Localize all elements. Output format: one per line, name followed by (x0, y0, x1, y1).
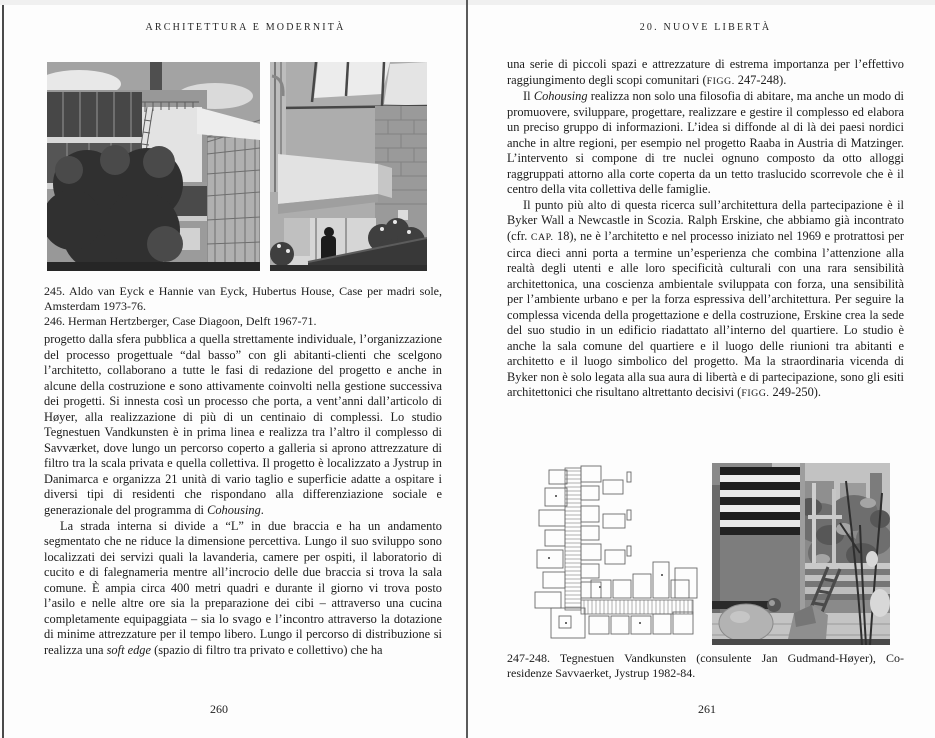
left-running-head: ARCHITETTURA E MODERNITÀ (145, 22, 346, 33)
right-page-number: 261 (698, 702, 716, 716)
right-paragraph-3: Il punto più alto di questa ricerca sull’architettura della partecipazione è il Byker Wall a Newcastle in Scozia. Ralph Erskine, che abbiamo già incontrato (cfr. CAP. 18), ne è l’architetto e nel processo iniziato nel 1969 e protrattosi per circa dieci anni porta a termine un’esperienza che combina l’attenzione alla realtà degli utenti e alle loro specificità culturali con una rara sensibilità architettonica, una coscienza ambientale sviluppata con forza, una sensibilità per l’ambiente urbano e per la forza espressiva dell’architettura. Per seguire la complessa vicenda della progettazione e della costruzione, Erskine crea la sede del suo studio in un edificio riadattato all’interno del quartiere. Lo studio è anche la sala comune del quartiere e il luogo delle riunioni tra abitanti e architetto e il luogo simbolico del progetto. Ma la straordinaria vicenda di Byker non è solo legata alla sua aura di libertà e di partecipazione, sono gli esiti architettonici che risultano altrettanto decisivi (FIGG. 249-250). (507, 197, 904, 400)
savvaerket-plan-graphic (515, 462, 700, 645)
hubertus-house-photo-graphic (47, 62, 260, 271)
right-paragraph-2: Il Cohousing realizza non solo una filosofia di abitare, ma anche un modo di promuovere, sviluppare, progettare, realizzare e gestire il complesso ed elabora un preciso gruppo di informazioni. L’idea si diffonde al di là dei paesi nordici anche in altre regioni, per esempio nel progetto Raaba in Austria di Matzinger. L’intervento si compone di tre nuclei ognuno composto da otto alloggi raggruppati attorno alla corte coperta da un tetto traslucido scorrevole che è il centro della vita collettiva delle famiglie. (507, 89, 904, 197)
left-body-text (44, 332, 442, 658)
caption-247-248 (507, 651, 904, 681)
right-body-text (507, 57, 904, 402)
left-paragraph-2: La strada interna si divide a “L” in due braccia e ha un andamento segmentato che ne riduce la dimensione percettiva. Lungo il suo sviluppo sono localizzati dei servizi quali la lavanderia, camere per ospiti, il laboratorio di cucito e di falegnameria mentre all’incrocio delle due braccia si trova la sala comune. È ampia circa 400 metri quadri e durante il giorno vi trova posto l’asilo e nelle altre ore sia la preparazione dei cibi – attraverso una cucina completamente equipaggiata – sia lo svago e l’incontro attraverso la dotazione di minime attrezzature per il tempo libero. Lungo il percorso di distribuzione si realizza una soft edge (spazio di filtro tra privato e collettivo) che ha (44, 518, 442, 657)
figure-248-photo (712, 463, 890, 645)
figure-247-plan (515, 462, 700, 650)
left-paragraph-1: progetto dalla sfera pubblica a quella strettamente individuale, l’organizzazione del processo progettuale “dal basso” con gli abitanti-clienti che scelgono l’architetto, collaborano a tutte le fasi di redazione del progetto e anche in alcune della costruzione e sono attivamente coinvolti nella gestione successiva dei progetti. Si innesta così un processo che porta, a vent’anni dall’articolo di Høyer, alla realizzazione di più di un centinaio di complessi. Lo studio Tegnestuen Vandkunsten è in prima linea e realizza tra l’altro il complesso di Savværket, dove lungo un percorso coperto a galleria si aprono attrezzature di filtro tra la scala privata e quella collettiva. Il progetto è localizzato a Jystrup in Danimarca e organizza 21 unità di vario taglio e superficie adatte a ospitare i diversi tipi di residenti che rispondano alla differenziazione sociale e generazionale del programma di Cohousing. (44, 332, 442, 518)
left-figures (47, 62, 427, 271)
spine-gutter-line (466, 0, 468, 738)
page-left-edge-line (2, 5, 4, 738)
figure-245-photo (47, 62, 260, 271)
right-paragraph-1: una serie di piccoli spazi e attrezzature di estrema importanza per l’effettivo raggiungimento degli scopi comunitari (FIGG. 247-248). (507, 57, 904, 87)
left-page-number: 260 (210, 702, 228, 716)
caption-247-248-text: 247-248. Tegnestuen Vandkunsten (consulente Jan Gudmand-Høyer), Co-residenze Savvaerket, Jystrup 1982-84. (507, 651, 904, 680)
right-running-head: 20. NUOVE LIBERTÀ (639, 22, 772, 33)
case-diagoon-photo-graphic (270, 62, 427, 271)
figure-246-photo (270, 62, 427, 271)
caption-245: 245. Aldo van Eyck e Hannie van Eyck, Hubertus House, Case per madri sole, Amsterdam 1973-76. (44, 284, 442, 313)
caption-246: 246. Herman Hertzberger, Case Diagoon, Delft 1967-71. (44, 314, 317, 328)
savvaerket-photo-graphic (712, 463, 890, 645)
caption-245-246 (44, 284, 442, 329)
